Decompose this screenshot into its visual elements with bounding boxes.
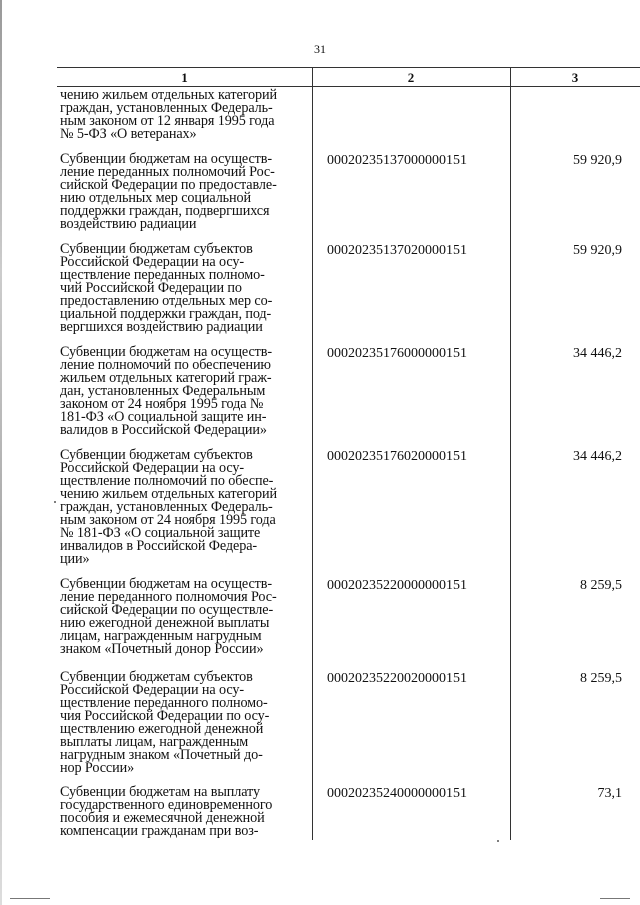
scan-speck [54, 501, 56, 503]
name-line: граждан, установленных Федераль- [60, 499, 273, 515]
name-line: валидов в Российской Федерации» [60, 422, 267, 438]
name-line: чия Российской Федерации по осу- [60, 708, 270, 724]
name-line: циальной поддержки граждан, под- [60, 306, 272, 322]
name-line: ции» [60, 551, 90, 567]
name-line: ществлению ежегодной денежной [60, 721, 264, 737]
name-line: Субвенции бюджетам на осуществ- [60, 151, 272, 167]
row-6-name [60, 578, 312, 656]
row-3-sum: 59 920,9 [573, 243, 622, 258]
name-line: ление полномочий по обеспечению [60, 357, 271, 373]
row-7-sum: 8 259,5 [580, 671, 622, 686]
row-6-sum: 8 259,5 [580, 578, 622, 593]
name-line: предоставлению отдельных мер со- [60, 293, 273, 309]
column-header-2: 2 [407, 70, 415, 85]
row-7-name [60, 671, 312, 775]
name-line: компенсации гражданам при воз- [60, 823, 259, 839]
row-8-code: 00020235240000000151 [327, 786, 467, 801]
row-8-sum: 73,1 [597, 786, 622, 801]
row-7-code: 00020235220020000151 [327, 671, 467, 686]
name-line: инвалидов в Российской Федера- [60, 538, 258, 554]
row-3-name [60, 243, 312, 334]
row-2-name [60, 153, 312, 231]
name-line: выплаты лицам, награжденным [60, 734, 249, 750]
name-line: Субвенции бюджетам на выплату [60, 784, 260, 800]
name-line: знаком «Почетный донор России» [60, 641, 264, 657]
name-line: Российской Федерации на осу- [60, 460, 245, 476]
name-line: нагрудным знаком «Почетный до- [60, 747, 263, 763]
row-5-name [60, 449, 312, 566]
name-line: государственного единовременного [60, 797, 273, 813]
name-line: № 5-ФЗ «О ветеранах» [60, 126, 197, 142]
name-line: чению жильем отдельных категорий [60, 486, 278, 502]
name-line: Субвенции бюджетам субъектов [60, 669, 253, 685]
name-line: дан, установленных Федеральным [60, 383, 266, 399]
name-line: Субвенции бюджетам на осуществ- [60, 576, 272, 592]
name-line: сийской Федерации по осуществле- [60, 602, 274, 618]
scan-bottom-mark [10, 898, 50, 899]
name-line: нию отдельных мер социальной [60, 190, 252, 206]
column-header-3: 3 [571, 70, 579, 85]
name-line: ным законом от 24 ноября 1995 года [60, 512, 276, 528]
name-line: нию ежегодной денежной выплаты [60, 615, 270, 631]
name-line: граждан, установленных Федераль- [60, 100, 273, 116]
row-4-code: 00020235176000000151 [327, 346, 467, 361]
name-line: Субвенции бюджетам субъектов [60, 241, 253, 257]
name-line: чий Российской Федерации по [60, 280, 242, 296]
name-line: жильем отдельных категорий граж- [60, 370, 272, 386]
row-2-code: 00020235137000000151 [327, 153, 467, 168]
name-line: нор России» [60, 760, 135, 776]
name-line: лицам, награжденным нагрудным [60, 628, 262, 644]
name-line: законом от 24 ноября 1995 года № [60, 396, 264, 412]
name-line: ществление полномочий по обеспе- [60, 473, 274, 489]
row-8-name [60, 786, 312, 838]
scan-bottom-mark [600, 898, 630, 899]
name-line: пособия и ежемесячной денежной [60, 810, 265, 826]
name-line: воздействию радиации [60, 216, 197, 232]
row-5-code: 00020235176020000151 [327, 449, 467, 464]
name-line: Субвенции бюджетам на осуществ- [60, 344, 272, 360]
name-line: ление переданного полномочия Рос- [60, 589, 277, 605]
row-4-sum: 34 446,2 [573, 346, 622, 361]
row-5-sum: 34 446,2 [573, 449, 622, 464]
name-line: ществление переданного полномо- [60, 695, 268, 711]
row-3-code: 00020235137020000151 [327, 243, 467, 258]
row-6-code: 00020235220000000151 [327, 578, 467, 593]
name-line: Российской Федерации на осу- [60, 682, 245, 698]
name-line: ление переданных полномочий Рос- [60, 164, 275, 180]
row-4-name [60, 346, 312, 437]
name-line: 181-ФЗ «О социальной защите ин- [60, 409, 267, 425]
name-line: чению жильем отдельных категорий [60, 87, 278, 103]
page-number: 31 [314, 42, 326, 56]
column-header-1: 1 [181, 70, 188, 85]
name-line: вергшихся воздействию радиации [60, 319, 263, 335]
name-line: Российской Федерации на осу- [60, 254, 245, 270]
name-line: поддержки граждан, подвергшихся [60, 203, 270, 219]
name-line: Субвенции бюджетам субъектов [60, 447, 253, 463]
name-line: сийской Федерации по предоставле- [60, 177, 277, 193]
scan-speck [497, 840, 499, 842]
row-1-name [60, 89, 312, 141]
name-line: ществление переданных полномо- [60, 267, 265, 283]
name-line: № 181-ФЗ «О социальной защите [60, 525, 261, 541]
row-2-sum: 59 920,9 [573, 153, 622, 168]
name-line: ным законом от 12 января 1995 года [60, 113, 275, 129]
